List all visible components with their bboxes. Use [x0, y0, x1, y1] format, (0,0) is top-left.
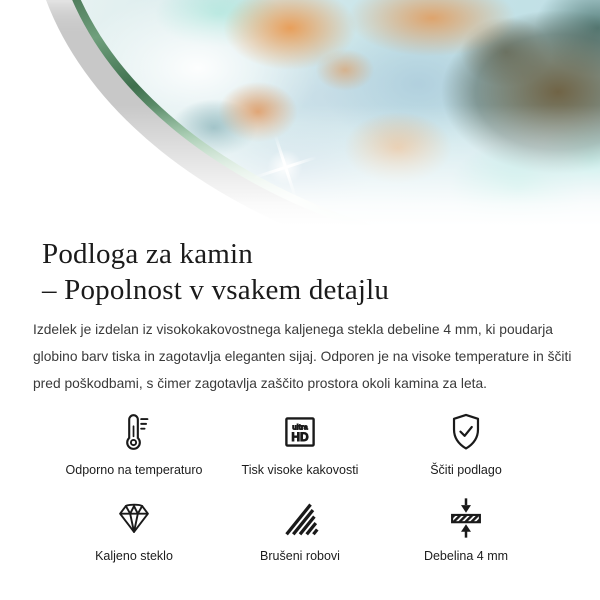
page-title	[42, 236, 567, 308]
feature-polished-edges	[217, 495, 383, 563]
feature-temperature	[51, 409, 217, 477]
image-bottom-fade	[0, 0, 600, 233]
thermometer-icon	[111, 409, 157, 455]
feature-thickness	[383, 495, 549, 563]
svg-text:HD: HD	[291, 430, 309, 445]
title-line-2: – Popolnost v vsakem detajlu	[42, 274, 390, 306]
svg-text:ultra: ultra	[292, 423, 308, 432]
feature-label: Debelina 4 mm	[423, 549, 509, 563]
product-image	[0, 0, 600, 233]
feature-label: Kaljeno steklo	[95, 549, 173, 563]
ultra-hd-icon	[277, 409, 323, 455]
content-area	[0, 236, 600, 563]
product-description: Izdelek je izdelan iz visokokakovostnega kaljenega stekla debeline 4 mm, ki poudarja globino barv tiska in zagotavlja eleganten sijaj. Odporen je na visoke temperature in ščiti pred poškodbami, s čimer zagotavlja zaščito prostora okoli kamina za leta.	[33, 322, 572, 391]
shield-check-icon	[443, 409, 489, 455]
feature-print-quality	[217, 409, 383, 477]
diamond-icon	[111, 495, 157, 541]
feature-grid	[33, 409, 567, 563]
feature-label: Ščiti podlago	[430, 463, 502, 477]
feature-tempered-glass	[51, 495, 217, 563]
feature-label: Odporno na temperaturo	[65, 463, 203, 477]
title-line-1: Podloga za kamin	[42, 238, 253, 270]
beveled-edges-icon	[277, 495, 323, 541]
feature-label: Brušeni robovi	[260, 549, 340, 563]
feature-protection	[383, 409, 549, 477]
feature-label: Tisk visoke kakovosti	[241, 463, 359, 477]
thickness-icon	[443, 495, 489, 541]
